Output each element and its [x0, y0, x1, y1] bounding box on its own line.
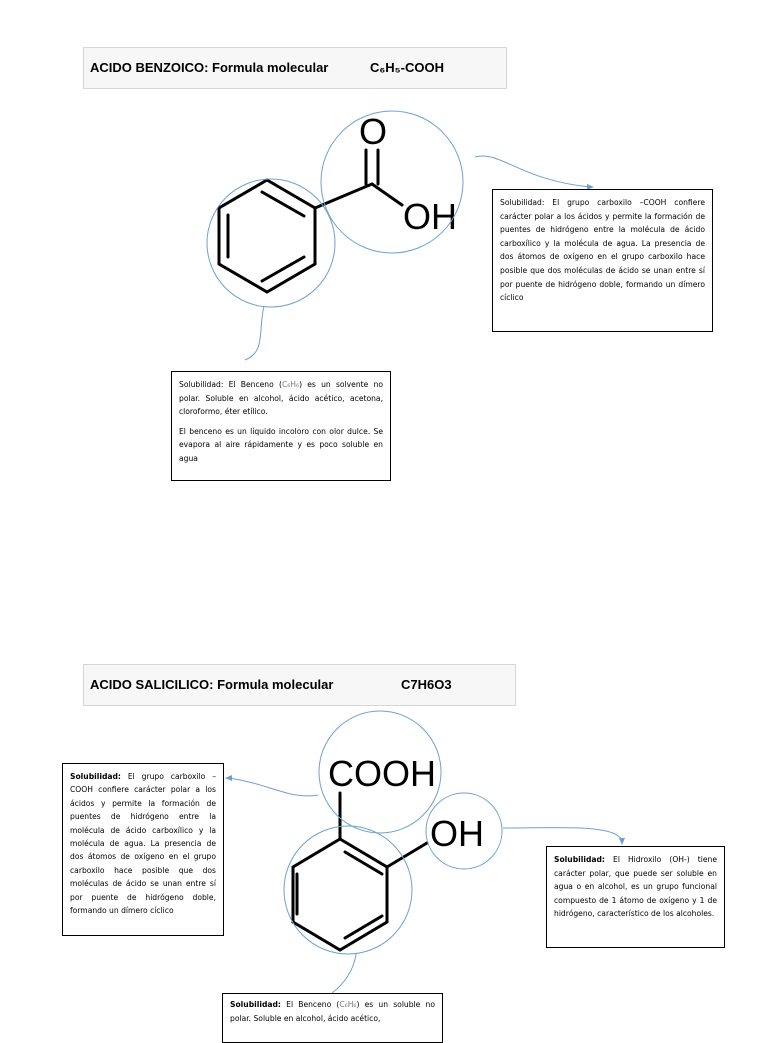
connector-benzene-note-1: [245, 306, 264, 360]
salicylic-carboxyl-note: [62, 763, 224, 936]
benzoic-oh-label: OH: [403, 196, 457, 237]
benzene-ring-1: [219, 180, 315, 292]
benzoic-benzene-note: [171, 371, 391, 481]
salicylic-formula: C7H6O3: [401, 677, 452, 692]
benzoic-carboxyl-note-text: Solubilidad: El grupo carboxilo –COOH confiere carácter polar a los ácidos y permite la formación de puentes de hidrógeno entre la molécula de ácido carboxílico y la molécula de agua. La presencia de dos átomos de oxígeno en el grupo carboxilo hace posible que dos moléculas de ácido se unan entre sí por puente de hidrógeno doble, formando un dímero cíclico: [500, 198, 705, 303]
connector-oh-note: [503, 828, 622, 840]
benzoic-benzene-note-p2: El benceno es un líquido incoloro con olor dulce. Se evapora al aire rápidamente y es poco soluble en agua: [179, 426, 383, 463]
connector-benzene-note-2: [332, 954, 356, 993]
salicylic-cooh-label: COOH: [328, 753, 436, 794]
benzene-ring-2: [293, 839, 387, 950]
benzoic-acid-structure: [219, 150, 402, 292]
ring-to-oh-bond: [387, 843, 427, 867]
salicylic-hydroxyl-note-text: Solubilidad: El Hidroxilo (OH-) tiene carácter polar, que puede ser soluble en agua o en alcohol, es un grupo funcional compuesto de 1 átomo de oxígeno y 1 de hidrógeno, característico de los alcoholes.: [554, 855, 717, 919]
salicylic-benzene-note: [222, 993, 443, 1043]
benzoic-title: ACIDO BENZOICO: Formula molecular: [90, 60, 329, 75]
salicylic-benzene-note-text: Solubilidad: El Benceno (C₆H₆) es un soluble no polar. Soluble en alcohol, ácido acético,: [230, 1000, 435, 1023]
salicylic-hydroxyl-note: [546, 846, 725, 948]
salicylic-acid-structure: [293, 793, 427, 950]
salicylic-carboxyl-note-text: Solubilidad: El grupo carboxilo –COOH confiere carácter polar a los ácidos y permite la formación de puentes de hidrógeno entre la molécula de ácido carboxílico y la molécula de agua. La presencia de dos átomos de oxígeno en el grupo carboxilo hace posible que dos moléculas de ácido se unan entre sí por puente de hidrógeno doble, formando un dímero cíclico: [70, 772, 216, 916]
salicylic-title-bar: [83, 664, 516, 706]
salicylic-title: ACIDO SALICILICO: Formula molecular: [90, 677, 334, 692]
connector-cooh-note: [229, 778, 318, 796]
ring-to-carboxyl-bond: [315, 184, 372, 208]
benzoic-formula: C₆H₅-COOH: [370, 60, 444, 75]
c-oh-bond: [372, 184, 402, 205]
benzoic-oxygen-label: O: [359, 111, 388, 152]
salicylic-oh-label: OH: [430, 813, 484, 854]
benzoic-benzene-note-p1: Solubilidad: El Benceno (C₆H₆) es un solvente no polar. Soluble en alcohol, ácido acético, acetona, cloroformo, éter etílico.: [179, 380, 383, 417]
benzoic-carboxyl-note: [492, 189, 713, 332]
connector-carboxyl-note: [475, 156, 590, 187]
